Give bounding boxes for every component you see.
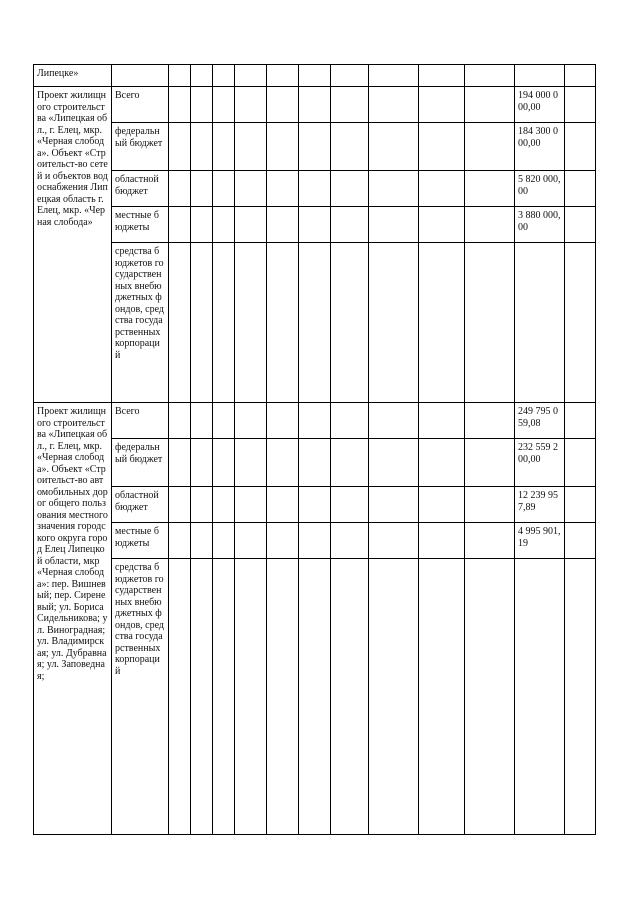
table-row (34, 123, 596, 171)
source-label: местные бюджеты (112, 523, 169, 559)
source-label: федеральный бюджет (112, 439, 169, 487)
source-label: местные бюджеты (112, 207, 169, 243)
amount-cell (515, 243, 565, 403)
table-row (34, 403, 596, 439)
table-row (34, 487, 596, 523)
source-label: средства бюджетов государственных внебюджетных фондов, средства государственных корпораций (112, 559, 169, 835)
amount-cell: 194 000 000,00 (515, 87, 565, 123)
amount-cell: 12 239 957,89 (515, 487, 565, 523)
project-cell: Проект жилищного строительства «Липецкая обл., г. Елец, мкр. «Черная слобода». Объект «Строительст-во автомобильных дорог общего пользования местного значения городского округа город Елец Липецкой области, мкр «Черная слобода»: пер. Вишневый; пер. Сиреневый; ул. Бориса Сидельникова; ул. Виноградная; ул. Владимирская; ул. Дубравная; ул. Заповедная; (34, 403, 112, 835)
table-row (34, 523, 596, 559)
table-row (34, 439, 596, 487)
table-row (34, 87, 596, 123)
table-row (34, 559, 596, 835)
source-label: Всего (112, 87, 169, 123)
source-label: Всего (112, 403, 169, 439)
project-cell: Проект жилищного строительства «Липецкая обл., г. Елец, мкр. «Черная слобода». Объект «Строительст-во сетей и объектов водоснабжения Липецкая область г. Елец, мкр. «Черная слобода» (34, 87, 112, 403)
amount-cell: 184 300 000,00 (515, 123, 565, 171)
source-label: областной бюджет (112, 487, 169, 523)
table-row (34, 171, 596, 207)
amount-cell: 3 880 000,00 (515, 207, 565, 243)
table-row (34, 65, 596, 87)
amount-cell: 4 995 901,19 (515, 523, 565, 559)
amount-cell: 232 559 200,00 (515, 439, 565, 487)
source-label: областной бюджет (112, 171, 169, 207)
source-label: средства бюджетов государственных внебюджетных фондов, средства государственных корпораций (112, 243, 169, 403)
amount-cell: 5 820 000,00 (515, 171, 565, 207)
table-row (34, 243, 596, 403)
table-row (34, 207, 596, 243)
amount-cell: 249 795 059,08 (515, 403, 565, 439)
amount-cell (515, 559, 565, 835)
source-label: федеральный бюджет (112, 123, 169, 171)
project-cell: Липецке» (34, 65, 112, 87)
budget-table (33, 64, 596, 835)
